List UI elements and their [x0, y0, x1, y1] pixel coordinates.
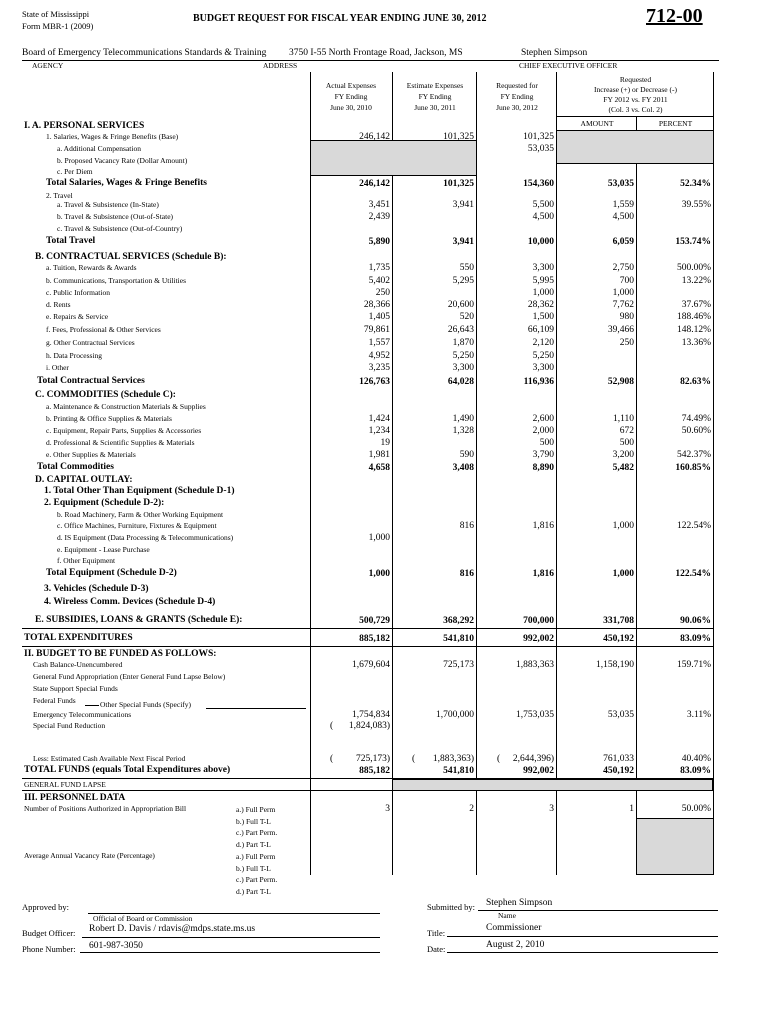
cell-v5: 83.09% — [680, 634, 711, 644]
row-label: 2. Equipment (Schedule D-2): — [44, 498, 165, 508]
row-label: h. Data Processing — [46, 351, 103, 360]
row-label: E. SUBSIDIES, LOANS & GRANTS (Schedule E): — [35, 615, 243, 625]
row-label: d. IS Equipment (Data Processing & Telecommunications) — [57, 533, 234, 542]
date-label: Date: — [427, 944, 446, 954]
cell-v5: 13.36% — [681, 338, 711, 348]
row-label: a. Additional Compensation — [57, 144, 141, 153]
row-label: a. Maintenance & Construction Materials & Supplies — [46, 402, 206, 411]
shaded-cell — [556, 130, 714, 164]
cell-v1: 1,735 — [368, 263, 390, 273]
cell-v3: 2,600 — [532, 414, 554, 424]
cell-v4: 3,200 — [612, 450, 634, 460]
agency-label: AGENCY — [32, 61, 64, 70]
row-label: d. Rents — [46, 300, 71, 309]
cell-v4: 1,110 — [612, 414, 634, 424]
grid-line — [556, 116, 713, 117]
paren-p1: ( — [330, 754, 334, 764]
row-label: Average Annual Vacancy Rate (Percentage) — [24, 851, 155, 860]
row-label: III. PERSONNEL DATA — [24, 793, 126, 803]
title-label: Title: — [427, 928, 446, 938]
cell-v4: 1,559 — [612, 200, 634, 210]
cell-v3: 66,109 — [527, 325, 554, 335]
cell-v5: 148.12% — [676, 325, 711, 335]
cell-v3: 154,360 — [523, 179, 554, 189]
budget-officer-value: Robert D. Davis / rdavis@mdps.state.ms.us — [89, 924, 256, 934]
cell-v4: 1,000 — [612, 288, 634, 298]
cell-v1: 885,182 — [359, 634, 390, 644]
cell-v2: 3,941 — [452, 200, 474, 210]
ceo-value: Stephen Simpson — [521, 48, 588, 58]
cell-v2: 1,490 — [452, 414, 474, 424]
cell-v3: 3,300 — [532, 263, 554, 273]
cell-v3: 992,002 — [523, 634, 554, 644]
cell-v2: 64,028 — [447, 377, 474, 387]
cell-v1: 885,182 — [359, 766, 390, 776]
row-label: 4. Wireless Comm. Devices (Schedule D-4) — [44, 597, 216, 607]
address-label: ADDRESS — [263, 61, 298, 70]
cell-v4: 450,192 — [603, 634, 634, 644]
cell-v4: 39,466 — [607, 325, 634, 335]
row-label: a. Travel & Subsistence (In-State) — [57, 200, 159, 209]
cell-v3: 5,500 — [532, 200, 554, 210]
cell-v4: 761,033 — [603, 754, 634, 764]
cell-v3: 500 — [539, 438, 554, 448]
cell-v1: 4,952 — [368, 351, 390, 361]
row-label: Total Equipment (Schedule D-2) — [46, 568, 177, 578]
row-label: Less: Estimated Cash Available Next Fiscal Period — [33, 754, 186, 763]
cell-v1: 1,557 — [368, 338, 390, 348]
cell-v4: 672 — [619, 426, 634, 436]
cell-v1: 1,234 — [368, 426, 390, 436]
row-label: d. Professional & Scientific Supplies & Materials — [46, 438, 195, 447]
cell-v1: 1,424 — [368, 414, 390, 424]
cell-v2: 101,325 — [443, 179, 474, 189]
col3-header: Requested for FY Ending June 30, 2012 — [496, 81, 538, 112]
cell-v4: 7,762 — [612, 300, 634, 310]
row-label: b. Communications, Transportation & Utilities — [46, 276, 187, 285]
cell-v3: 992,002 — [523, 766, 554, 776]
state-label: State of Mississippi — [22, 9, 90, 19]
row-label: c. Public Information — [46, 288, 110, 297]
cell-v5: 39.55% — [681, 200, 711, 210]
cell-v1: 1,405 — [368, 312, 390, 322]
cell-v2: 1,700,000 — [436, 710, 474, 720]
cell-v1: 3,451 — [368, 200, 390, 210]
shaded-cell — [310, 140, 477, 176]
cell-v4: 52,908 — [607, 377, 634, 387]
personnel-sub-label: b.) Full T-L — [236, 816, 271, 826]
page-title: BUDGET REQUEST FOR FISCAL YEAR ENDING JUNE 30, 2012 — [193, 13, 487, 24]
paren-p1: ( — [330, 721, 334, 731]
cell-v5: 153.74% — [675, 237, 711, 247]
cell-v4: 5,482 — [612, 463, 634, 473]
cell-v5: 122.54% — [675, 569, 711, 579]
cell-v3: 5,250 — [532, 351, 554, 361]
cell-v2: 26,643 — [447, 325, 474, 335]
cell-v4: 700 — [619, 276, 634, 286]
cell-v3: 53,035 — [527, 144, 554, 154]
personnel-sub-label: d.) Part T-L — [236, 886, 271, 896]
row-label: e. Equipment - Lease Purchase — [57, 545, 150, 554]
cell-v2: 5,250 — [452, 351, 474, 361]
cell-v4: 980 — [619, 312, 634, 322]
grid-line — [22, 628, 713, 629]
address-value: 3750 I-55 North Frontage Road, Jackson, MS — [289, 48, 463, 58]
cell-v2: 520 — [459, 312, 474, 322]
cell-v4: 2,750 — [612, 263, 634, 273]
cell-v4: 1 — [629, 804, 634, 814]
cell-v5: 50.00% — [681, 804, 711, 814]
row-label: e. Repairs & Service — [46, 312, 109, 321]
shaded-cell — [636, 818, 714, 875]
personnel-sub-label: a.) Full Perm — [236, 805, 276, 814]
cell-v3: 4,500 — [532, 212, 554, 222]
cell-v1: 246,142 — [359, 132, 390, 142]
row-label: Total Travel — [46, 236, 96, 246]
row-label: f. Other Equipment — [57, 556, 116, 565]
row-label: II. BUDGET TO BE FUNDED AS FOLLOWS: — [24, 649, 217, 659]
cell-v1: 126,763 — [359, 377, 390, 387]
personnel-sub-label: d.) Part T-L — [236, 840, 271, 850]
ceo-label: CHIEF EXECUTIVE OFFICER — [519, 61, 618, 70]
col4-header: Requested Increase (+) or Decrease (-) FY 2012 vs. FY 2011 (Col. 3 vs. Col. 2) — [594, 75, 677, 114]
cell-v5: 90.06% — [680, 616, 711, 626]
cell-v1: 1,754,834 — [352, 710, 390, 720]
grid-line — [22, 646, 713, 647]
fill-line — [85, 705, 99, 706]
row-label: Total Salaries, Wages & Fringe Benefits — [46, 178, 207, 188]
cell-v2: 816 — [459, 569, 474, 579]
name-label: Name — [498, 911, 516, 920]
budget-officer-label: Budget Officer: — [22, 928, 76, 938]
fill-line — [80, 952, 380, 953]
cell-v1: 79,861 — [363, 325, 390, 335]
cell-v3: 2,644,396) — [512, 754, 554, 764]
row-label: B. CONTRACTUAL SERVICES (Schedule B): — [35, 252, 227, 262]
cell-v4: 6,059 — [612, 237, 634, 247]
cell-v1: 1,000 — [368, 569, 390, 579]
fill-line — [206, 708, 306, 709]
cell-v2: 20,600 — [447, 300, 474, 310]
cell-v3: 700,000 — [523, 616, 554, 626]
col1-header: Actual Expenses FY Ending June 30, 2010 — [325, 81, 377, 112]
row-label: b. Road Machinery, Farm & Other Working Equipment — [57, 510, 224, 519]
fill-line — [82, 937, 380, 938]
cell-v5: 13.22% — [681, 276, 711, 286]
agency-value: Board of Emergency Telecommunications Standards & Training — [22, 48, 267, 58]
title-value: Commissioner — [486, 923, 542, 933]
cell-v4: 250 — [619, 338, 634, 348]
cell-v3: 2,000 — [532, 426, 554, 436]
personnel-sub-label: c.) Part Perm. — [236, 828, 278, 838]
cell-v5: 122.54% — [676, 521, 711, 531]
cell-v2: 1,328 — [452, 426, 474, 436]
row-label: c. Travel & Subsistence (Out-of-Country) — [57, 224, 183, 233]
phone-value: 601-987-3050 — [89, 941, 143, 951]
row-label: b. Proposed Vacancy Rate (Dollar Amount) — [57, 156, 188, 165]
other-special-funds-label: Other Special Funds (Specify) — [100, 700, 192, 709]
cell-v3: 1,000 — [532, 288, 554, 298]
cell-v3: 3,300 — [532, 363, 554, 373]
form-code: 712-00 — [646, 5, 703, 27]
cell-v5: 74.49% — [681, 414, 711, 424]
cell-v3: 8,890 — [532, 463, 554, 473]
cell-v5: 82.63% — [680, 377, 711, 387]
cell-v2: 541,810 — [443, 766, 474, 776]
row-label: g. Other Contractual Services — [46, 338, 135, 347]
shaded-cell — [392, 779, 713, 791]
row-label: Federal Funds — [33, 696, 76, 705]
row-label: GENERAL FUND LAPSE — [24, 780, 106, 789]
submitted-value: Stephen Simpson — [486, 898, 553, 908]
cell-v3: 116,936 — [523, 377, 554, 387]
row-label: a. Tuition, Rewards & Awards — [46, 263, 137, 272]
cell-v5: 542.37% — [676, 450, 711, 460]
row-label: 2. Travel — [46, 191, 73, 200]
row-label: Special Fund Reduction — [33, 721, 106, 730]
cell-v4: 1,158,190 — [596, 660, 634, 670]
cell-v1: 246,142 — [359, 179, 390, 189]
cell-v3: 28,362 — [527, 300, 554, 310]
phone-label: Phone Number: — [22, 944, 76, 954]
row-label: Number of Positions Authorized in Appropriation Bill — [24, 804, 187, 813]
personnel-sub-label: b.) Full T-L — [236, 863, 271, 873]
row-label: c. Office Machines, Furniture, Fixtures & Equipment — [57, 521, 217, 530]
cell-v1: 4,658 — [368, 463, 390, 473]
row-label: General Fund Appropriation (Enter General Fund Lapse Below) — [33, 672, 226, 681]
personnel-sub-label: a.) Full Perm — [236, 851, 276, 861]
cell-v1: 19 — [380, 438, 390, 448]
row-label: b. Travel & Subsistence (Out-of-State) — [57, 212, 174, 221]
cell-v5: 50.60% — [681, 426, 711, 436]
row-label: f. Fees, Professional & Other Services — [46, 325, 161, 334]
cell-v5: 500.00% — [676, 263, 711, 273]
cell-v4: 4,500 — [612, 212, 634, 222]
fill-line — [447, 936, 718, 937]
cell-v2: 725,173 — [443, 660, 474, 670]
cell-v3: 1,500 — [532, 312, 554, 322]
row-label: b. Printing & Office Supplies & Materials — [46, 414, 172, 423]
cell-v1: 1,000 — [368, 533, 390, 543]
cell-v1: 1,981 — [368, 450, 390, 460]
grid-line — [713, 72, 714, 875]
cell-v1: 250 — [375, 288, 390, 298]
cell-v4: 1,000 — [612, 521, 634, 531]
cell-v2: 816 — [459, 521, 474, 531]
cell-v1: 1,824,083) — [348, 721, 390, 731]
cell-v3: 1,753,035 — [516, 710, 554, 720]
cell-v2: 5,295 — [452, 276, 474, 286]
cell-v3: 101,325 — [523, 132, 554, 142]
cell-v1: 28,366 — [363, 300, 390, 310]
form-label: Form MBR-1 (2009) — [22, 21, 94, 31]
cell-v5: 3.11% — [686, 710, 711, 720]
cell-v5: 37.67% — [681, 300, 711, 310]
cell-v1: 5,890 — [368, 237, 390, 247]
cell-v3: 2,120 — [532, 338, 554, 348]
cell-v3: 1,816 — [532, 521, 554, 531]
cell-v5: 188.46% — [676, 312, 711, 322]
row-label: 3. Vehicles (Schedule D-3) — [44, 584, 149, 594]
row-label: D. CAPITAL OUTLAY: — [35, 475, 133, 485]
cell-v2: 3,300 — [452, 363, 474, 373]
cell-v2: 101,325 — [443, 132, 474, 142]
cell-v1: 1,679,604 — [352, 660, 390, 670]
row-label: TOTAL EXPENDITURES — [24, 633, 133, 643]
cell-v1: 2,439 — [368, 212, 390, 222]
cell-v4: 1,000 — [612, 569, 634, 579]
amount-header: AMOUNT — [580, 119, 614, 128]
row-label: 1. Salaries, Wages & Fringe Benefits (Base) — [46, 132, 179, 141]
row-label: I. A. PERSONAL SERVICES — [24, 121, 145, 131]
cell-v2: 1,870 — [452, 338, 474, 348]
cell-v2: 1,883,363) — [432, 754, 474, 764]
cell-v4: 500 — [619, 438, 634, 448]
date-value: August 2, 2010 — [486, 940, 545, 950]
approved-label: Approved by: — [22, 902, 69, 912]
cell-v3: 5,995 — [532, 276, 554, 286]
cell-v1: 3 — [385, 804, 390, 814]
cell-v1: 725,173) — [355, 754, 390, 764]
row-label: TOTAL FUNDS (equals Total Expenditures above) — [24, 765, 231, 775]
cell-v4: 53,035 — [607, 179, 634, 189]
paren-p2: ( — [412, 754, 416, 764]
cell-v4: 331,708 — [603, 616, 634, 626]
row-label: c. Equipment, Repair Parts, Supplies & Accessories — [46, 426, 202, 435]
col2-header: Estimate Expenses FY Ending June 30, 2011 — [406, 81, 464, 112]
cell-v5: 52.34% — [680, 179, 711, 189]
row-label: Total Commodities — [37, 462, 114, 472]
submitted-label: Submitted by: — [427, 902, 475, 912]
row-label: Emergency Telecommunications — [33, 710, 132, 719]
cell-v3: 10,000 — [527, 237, 554, 247]
percent-header: PERCENT — [658, 119, 693, 128]
cell-v2: 2 — [469, 804, 474, 814]
cell-v3: 1,816 — [532, 569, 554, 579]
cell-v5: 159.71% — [676, 660, 711, 670]
cell-v3: 1,883,363 — [516, 660, 554, 670]
cell-v5: 40.40% — [681, 754, 711, 764]
paren-p3: ( — [497, 754, 501, 764]
row-label: State Support Special Funds — [33, 684, 118, 693]
row-label: e. Other Supplies & Materials — [46, 450, 136, 459]
cell-v1: 500,729 — [359, 616, 390, 626]
row-label: i. Other — [46, 363, 69, 372]
cell-v5: 160.85% — [675, 463, 711, 473]
cell-v2: 550 — [459, 263, 474, 273]
row-label: 1. Total Other Than Equipment (Schedule D-1) — [44, 486, 235, 496]
row-label: c. Per Diem — [57, 167, 93, 176]
fill-line — [447, 952, 718, 953]
cell-v3: 3,790 — [532, 450, 554, 460]
cell-v4: 53,035 — [607, 710, 634, 720]
cell-v3: 3 — [549, 804, 554, 814]
personnel-sub-label: c.) Part Perm. — [236, 875, 278, 885]
cell-v1: 5,402 — [368, 276, 390, 286]
official-label: Official of Board or Commission — [93, 914, 193, 923]
cell-v4: 450,192 — [603, 766, 634, 776]
cell-v2: 3,408 — [452, 463, 474, 473]
cell-v2: 3,941 — [452, 237, 474, 247]
row-label: C. COMMODITIES (Schedule C): — [35, 390, 176, 400]
cell-v1: 3,235 — [368, 363, 390, 373]
cell-v2: 368,292 — [443, 616, 474, 626]
cell-v2: 541,810 — [443, 634, 474, 644]
row-label: Cash Balance-Unencumbered — [33, 660, 123, 669]
row-label: Total Contractual Services — [37, 376, 145, 386]
cell-v5: 83.09% — [680, 766, 711, 776]
cell-v2: 590 — [459, 450, 474, 460]
